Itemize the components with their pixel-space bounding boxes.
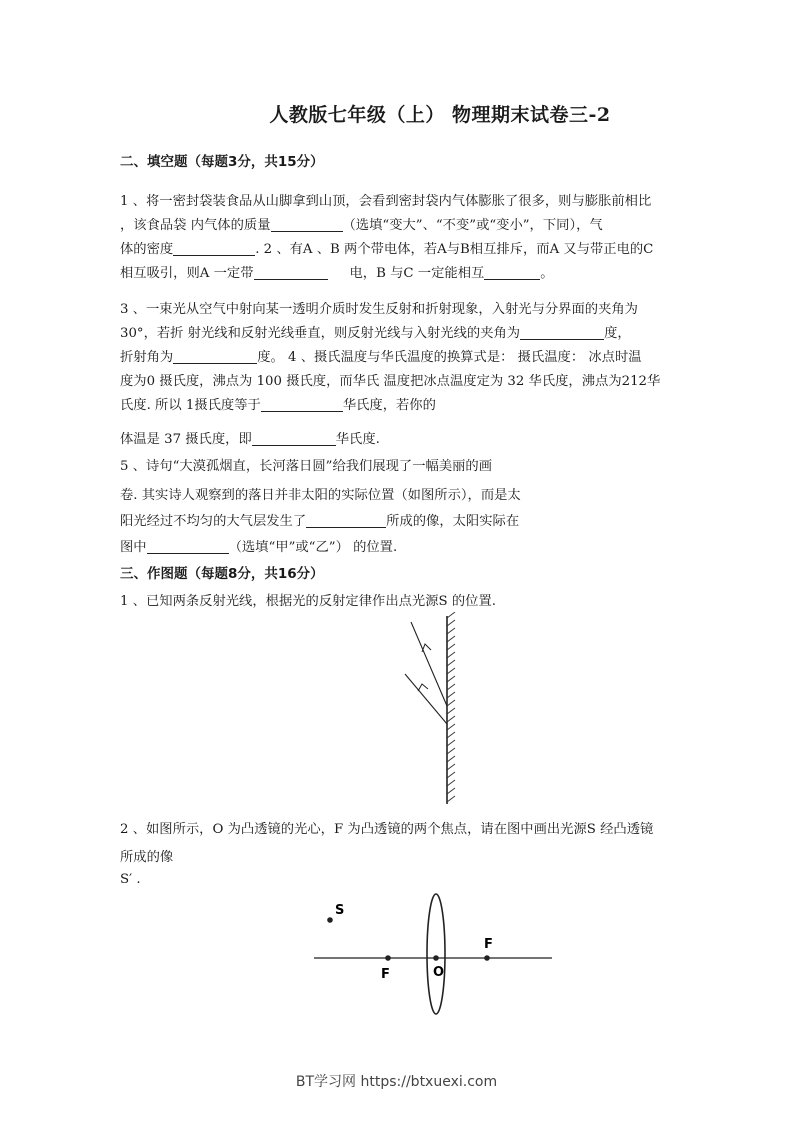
blank-body-temp[interactable]	[252, 431, 336, 446]
optical-center-point	[433, 955, 439, 961]
blank-phenomenon[interactable]	[306, 513, 386, 528]
label-s: S	[335, 903, 345, 918]
mirror-diagram	[395, 612, 465, 808]
footer-watermark[interactable]: BT学习网 https://btxuexi.com	[295, 1074, 498, 1090]
reflected-ray-2	[405, 674, 447, 724]
q5-line-2: 卷. 其实诗人观察到的落日并非太阳的实际位置（如图所示），而是太	[120, 488, 521, 503]
q4-line-2b: 华氏度，若你的	[342, 398, 436, 413]
q1-line-2b: （选填“变大”、“不变”或“变小”，下同），气	[342, 218, 603, 233]
q1-line-2a: ，该食品袋 内气体的质量	[120, 218, 271, 233]
lens-diagram	[312, 892, 554, 1020]
q2-line-c: 。	[540, 266, 554, 281]
q4-line-3b: 华氏度.	[335, 432, 380, 447]
blank-position[interactable]	[147, 539, 229, 554]
q1-line-3	[120, 238, 653, 257]
s3-q2-line-1: 2 、如图所示，O 为凸透镜的光心，F 为凸透镜的两个焦点，请在图中画出光源S 经凸透镜	[120, 822, 654, 837]
reflected-ray-1	[411, 622, 447, 706]
arrow-icon	[418, 684, 428, 691]
blank-charge[interactable]	[254, 265, 328, 280]
q2-line-a: 相互吸引，则A 一定带	[120, 266, 254, 281]
q3-line-2b: 度，	[604, 326, 631, 341]
q5-line-3b: 所成的像，太阳实际在	[386, 514, 520, 529]
s3-q2-line-2: 所成的像	[120, 850, 174, 865]
blank-mass[interactable]	[271, 217, 343, 232]
q4-line-3	[120, 428, 380, 447]
page-title: 人教版七年级（上） 物理期末试卷三-2	[269, 104, 611, 126]
blank-refraction[interactable]	[173, 349, 257, 364]
q3-line-3	[120, 346, 642, 365]
q4-line-3a: 体温是 37 摄氏度，即	[120, 432, 252, 447]
label-f-left: F	[381, 967, 390, 982]
s3-q2-line-3: S′ .	[120, 872, 141, 887]
q3-line-2a: 30°，若折 射光线和反射光线垂直，则反射光线与入射光线的夹角为	[120, 326, 521, 341]
label-o: O	[433, 965, 445, 980]
s3-q1-text: 1 、已知两条反射光线，根据光的反射定律作出点光源S 的位置.	[120, 594, 496, 609]
convex-lens	[427, 894, 445, 1014]
blank-density[interactable]	[173, 241, 255, 256]
q2-line	[120, 262, 554, 281]
light-source-point	[327, 917, 333, 923]
q5-line-4	[120, 536, 397, 555]
q5-line-4b: （选填“甲”或“乙”） 的位置.	[228, 540, 398, 555]
q1-line-2	[120, 214, 603, 233]
mirror-hatching	[447, 612, 455, 802]
q5-line-4a: 图中	[120, 540, 147, 555]
q5-line-1: 5 、诗句“大漠孤烟直，长河落日圆”给我们展现了一幅美丽的画	[120, 459, 493, 474]
q3-line-3b: 度。 4 、摄氏温度与华氏温度的换算式是： 摄氏温度： 冰点时温	[257, 350, 642, 365]
q1-line-3a: 体的密度	[120, 242, 174, 257]
label-f-right: F	[484, 937, 493, 952]
q3-line-2	[120, 322, 631, 341]
q5-line-3a: 阳光经过不均匀的大气层发生了	[120, 514, 307, 529]
q3-line-3a: 折射角为	[120, 350, 174, 365]
q3-line-1: 3 、一束光从空气中射向某一透明介质时发生反射和折射现象，入射光与分界面的夹角为	[120, 302, 638, 317]
q5-line-3	[120, 510, 519, 529]
q4-line-2a: 氏度. 所以 1摄氏度等于	[120, 398, 261, 413]
q1-line-3b: . 2 、有A 、B 两个带电体，若A与B相互排斥，而A 又与带正电的C	[255, 242, 654, 257]
q4-line-1: 度为0 摄氏度，沸点为 100 摄氏度，而华氏 温度把冰点温度定为 32 华氏度，沸点为212华	[120, 374, 661, 389]
focus-right-point	[484, 955, 490, 961]
blank-interaction[interactable]	[484, 265, 540, 280]
section-3-heading: 三、作图题（每题8分，共16分）	[120, 566, 324, 582]
blank-fahrenheit-per-c[interactable]	[261, 397, 343, 412]
q1-line-1: 1 、将一密封袋装食品从山脚拿到山顶，会看到密封袋内气体膨胀了很多，则与膨胀前相比	[120, 194, 652, 209]
focus-left-point	[385, 955, 391, 961]
q2-line-b: 电，B 与C 一定能相互	[349, 266, 485, 281]
section-2-heading: 二、填空题（每题3分，共15分）	[120, 154, 324, 170]
blank-angle[interactable]	[520, 325, 604, 340]
q4-line-2	[120, 394, 436, 413]
